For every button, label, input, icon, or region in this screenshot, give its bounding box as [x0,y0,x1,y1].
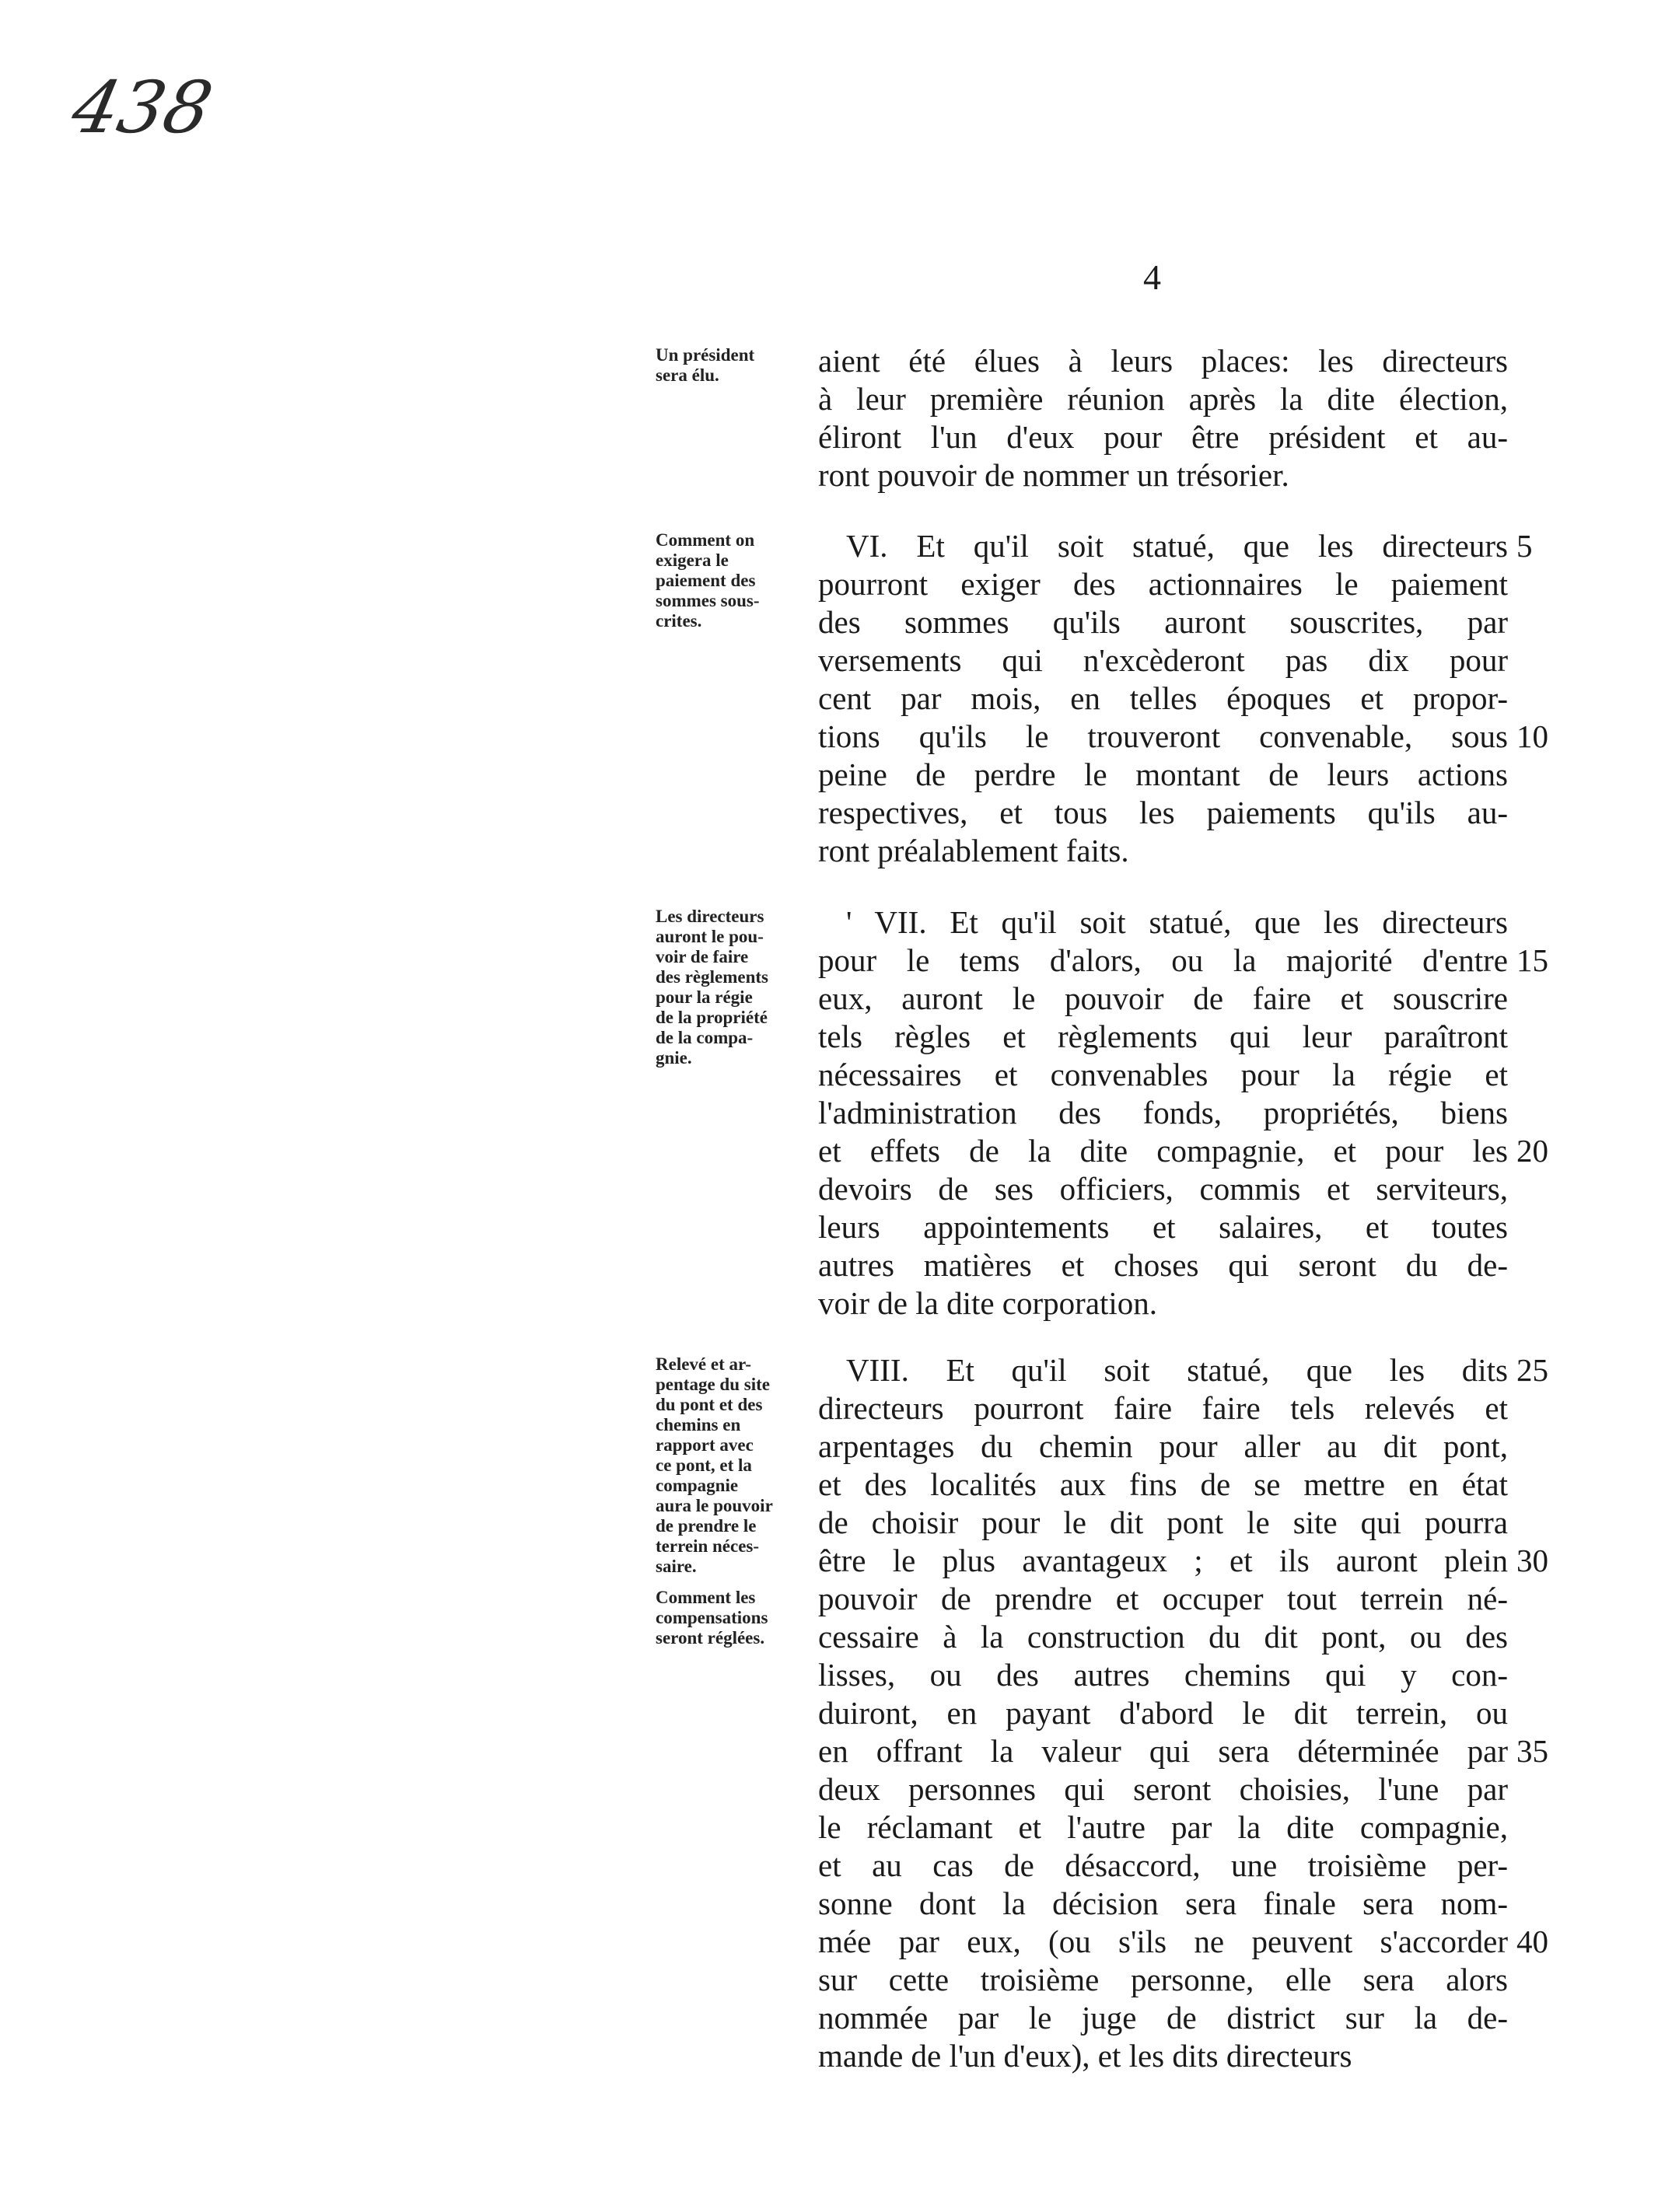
text-line: en offrant la valeur qui sera déterminée par [818,1733,1508,1769]
text-line: mande de l'un d'eux), et les dits directeurs [818,2038,1352,2074]
marginal-note-line: ce pont, et la [656,1455,752,1475]
line-number: 40 [1516,1924,1548,1959]
text-line: directeurs pourront faire faire tels relevés et [818,1390,1508,1426]
text-line: nommée par le juge de district sur la de- [818,2000,1508,2036]
marginal-note-s6 [656,530,803,631]
marginal-note-line: sommes sous- [656,591,760,610]
marginal-note-line: compensations [656,1608,768,1627]
section-text-s6 [818,527,1508,870]
marginal-note-s5 [656,345,803,386]
text-line: ' VII. Et qu'il soit statué, que les directeurs [846,904,1508,940]
line-number: 30 [1516,1543,1548,1578]
marginal-note-line: du pont et des [656,1395,763,1414]
marginal-note-line: terrein néces- [656,1536,760,1556]
marginal-note-line: de la propriété [656,1008,768,1027]
marginal-note-line: voir de faire [656,947,749,966]
marginal-note-line: exigera le [656,550,729,570]
marginal-note-line: crites. [656,611,702,631]
marginal-note-line: compagnie [656,1476,739,1495]
text-line: cent par mois, en telles époques et propor- [818,680,1508,716]
text-line: leurs appointements et salaires, et toutes [818,1209,1508,1245]
text-line: sur cette troisième personne, elle sera alors [818,1962,1508,1997]
text-line: être le plus avantageux ; et ils auront plein [818,1543,1508,1578]
text-line: tels règles et règlements qui leur paraîtront [818,1019,1508,1054]
section-text-s8 [818,1351,1508,2075]
text-line: eux, auront le pouvoir de faire et souscrire [818,980,1508,1016]
marginal-note-line: Comment les [656,1588,756,1607]
marginal-note-line: chemins en [656,1415,741,1434]
text-line: tions qu'ils le trouveront convenable, sous [818,718,1508,754]
text-line: éliront l'un d'eux pour être président et au- [818,419,1508,455]
marginal-note-line: des règlements [656,967,768,987]
marginal-note-s8 [656,1354,803,1648]
handwritten-folio-number: 438 [65,66,219,149]
line-number: 15 [1516,942,1548,978]
text-line: deux personnes qui seront choisies, l'une par [818,1771,1508,1807]
marginal-note-line: Relevé et ar- [656,1354,752,1374]
marginal-note-line: auront le pou- [656,927,764,946]
text-line: ront préalablement faits. [818,833,1129,868]
text-line: autres matières et choses qui seront du de- [818,1247,1508,1283]
text-line: peine de perdre le montant de leurs actions [818,757,1508,792]
text-line: VI. Et qu'il soit statué, que les directeurs [846,528,1508,564]
section-text-s7 [818,903,1508,1323]
marginal-note-line: aura le pouvoir [656,1496,773,1515]
text-line: le réclamant et l'autre par la dite compagnie, [818,1809,1508,1845]
text-line: pour le tems d'alors, ou la majorité d'entre [818,942,1508,978]
text-line: sonne dont la décision sera finale sera nom- [818,1885,1508,1921]
text-line: aient été élues à leurs places: les directeurs [818,343,1508,379]
text-line: lisses, ou des autres chemins qui y con- [818,1657,1508,1693]
text-line: VIII. Et qu'il soit statué, que les dits [846,1352,1508,1388]
text-line: devoirs de ses officiers, commis et serviteurs, [818,1171,1508,1207]
marginal-note-line: pentage du site [656,1375,770,1394]
text-line: des sommes qu'ils auront souscrites, par [818,604,1508,640]
text-line: et des localités aux fins de se mettre en état [818,1466,1508,1502]
text-line: respectives, et tous les paiements qu'ils au- [818,795,1508,830]
marginal-note-line: seront réglées. [656,1628,765,1648]
marginal-note-line: Comment on [656,530,755,550]
text-line: versements qui n'excèderont pas dix pour [818,642,1508,678]
marginal-note-line [656,1577,803,1588]
text-line: et au cas de désaccord, une troisième per- [818,1847,1508,1883]
text-line: cessaire à la construction du dit pont, ou des [818,1619,1508,1655]
marginal-note-line: paiement des [656,571,756,590]
marginal-note-line: de la compa- [656,1028,754,1047]
line-number: 25 [1516,1352,1548,1388]
marginal-note-line: sera élu. [656,365,719,385]
text-line: arpentages du chemin pour aller au dit pont, [818,1428,1508,1464]
marginal-note-line: saire. [656,1557,697,1576]
marginal-note-line: gnie. [656,1048,692,1068]
text-line: de choisir pour le dit pont le site qui pourra [818,1504,1508,1540]
text-line: duiront, en payant d'abord le dit terrein, ou [818,1695,1508,1731]
marginal-note-line: Un président [656,345,755,365]
marginal-note-line: rapport avec [656,1435,754,1455]
text-line: pourront exiger des actionnaires le paiement [818,566,1508,602]
section-text-s5 [818,342,1508,494]
text-line: l'administration des fonds, propriétés, biens [818,1095,1508,1130]
line-number: 5 [1516,528,1533,564]
line-number: 10 [1516,718,1548,754]
line-number: 20 [1516,1133,1548,1169]
marginal-note-s7 [656,907,803,1068]
text-line: ront pouvoir de nommer un trésorier. [818,457,1289,493]
text-line: voir de la dite corporation. [818,1285,1158,1321]
text-line: mée par eux, (ou s'ils ne peuvent s'accorder [818,1924,1508,1959]
text-line: et effets de la dite compagnie, et pour les [818,1133,1508,1169]
marginal-note-line: de prendre le [656,1516,757,1536]
page-number: 4 [1143,257,1161,297]
text-line: à leur première réunion après la dite élection, [818,381,1508,417]
text-line: pouvoir de prendre et occuper tout terrein né- [818,1581,1508,1616]
line-number: 35 [1516,1733,1548,1769]
marginal-note-line: pour la régie [656,987,753,1007]
marginal-note-line: Les directeurs [656,907,764,926]
text-line: nécessaires et convenables pour la régie et [818,1057,1508,1092]
